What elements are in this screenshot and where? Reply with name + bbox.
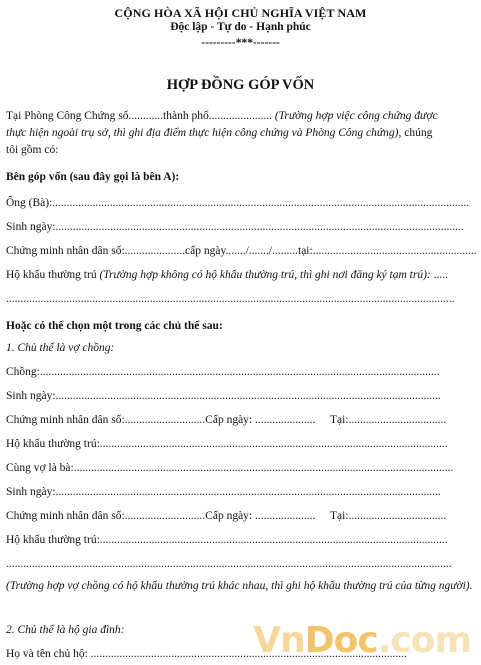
watermark-part-1: Vn — [253, 620, 305, 661]
household-head-name-field: Họ và tên chủ hộ: .............................................................................................................. — [6, 648, 407, 660]
watermark-part-3: .com — [377, 620, 471, 661]
alternative-heading: Hoặc có thể chọn một trong các chủ thể sau: — [6, 320, 223, 332]
party-a-id-field: Chứng minh nhân dân số:.....................cấp ngày......./......./.........tại:......................................................... — [6, 245, 477, 257]
wife-dob-field: Sinh ngày:...................................................................................................................................... — [6, 486, 441, 498]
couple-heading: 1. Chủ thể là vợ chồng: — [6, 342, 115, 354]
intro-line-2-note: thực hiện ngoài trụ sở, thì ghi địa điểm thực hiện công chứng và Phòng Công chứng) — [6, 127, 399, 139]
motto: Độc lập - Tự do - Hạnh phúc — [170, 21, 311, 33]
husband-dob-field: Sinh ngày:...................................................................................................................................... — [6, 390, 441, 402]
household-heading: 2. Chủ thể là hộ gia đình: — [6, 624, 125, 636]
husband-id-field — [6, 413, 473, 427]
party-a-dob-field: Sinh ngày:.............................................................................................................................................. — [6, 221, 464, 233]
couple-dots-line: ........................................................................................................................................................... — [6, 558, 452, 570]
watermark-part-2: Doc — [304, 620, 378, 661]
party-a-household-field — [6, 268, 473, 282]
party-a-name-field: Ông (Bà):................................................................................................................................................. — [6, 197, 470, 209]
party-a-household-label: Hộ khẩu thường trú — [6, 269, 100, 281]
separator: ---------***------- — [201, 37, 280, 49]
nation-heading: CỘNG HÒA XÃ HỘI CHỦ NGHĨA VIỆT NAM — [114, 6, 367, 20]
couple-household-note: (Trường hợp vợ chồng có hộ khẩu thường trú khác nhau, thì ghi hộ khẩu thường trú của từng người). — [6, 580, 473, 592]
intro-line-1 — [6, 109, 473, 123]
wife-id-field — [6, 509, 473, 523]
wife-field: Cùng vợ là bà:.................................................................................................................................... — [6, 462, 454, 474]
husband-field: Chồng:........................................................................................................................................... — [6, 366, 440, 378]
husband-id-place: Tại:.................................. — [330, 414, 447, 426]
husband-household-field: Hộ khẩu thường trú:......................................................................................................................... — [6, 438, 448, 450]
party-a-household-dots: ..... — [430, 269, 448, 281]
party-a-household-note: (Trường hợp không có hộ khẩu thường trú, thì ghi nơi đăng ký tạm trú): — [99, 269, 431, 281]
husband-id-number: Chứng minh nhân dân số:............................Cấp ngày: ..................... — [6, 414, 316, 426]
vndoc-watermark-logo — [253, 620, 471, 661]
intro-line-1-note: (Trường hợp việc công chứng được — [271, 110, 438, 122]
wife-id-number: Chứng minh nhân dân số:............................Cấp ngày: ..................... — [6, 510, 316, 522]
party-a-dots-line: ............................................................................................................................................................ — [6, 293, 455, 305]
party-a-heading: Bên góp vốn (sau đây gọi là bên A): — [6, 171, 180, 183]
intro-line-1-text: Tại Phòng Công Chứng số............thành phố...................... — [6, 110, 272, 122]
intro-line-2-text: , chúng — [398, 127, 433, 139]
intro-line-3: tôi gồm có: — [6, 144, 59, 156]
wife-id-place: Tại:.................................. — [330, 510, 447, 522]
document-title: HỢP ĐỒNG GÓP VỐN — [166, 77, 315, 93]
wife-household-field: Hộ khẩu thường trú:......................................................................................................................... — [6, 534, 448, 546]
intro-line-2 — [6, 126, 473, 140]
